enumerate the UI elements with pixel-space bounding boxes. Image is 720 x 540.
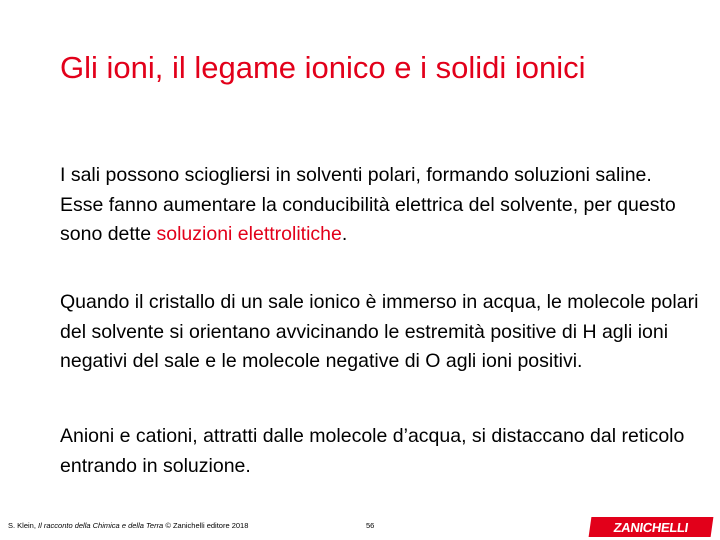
slide-title: Gli ioni, il legame ionico e i solidi ionici (60, 50, 586, 85)
footer-book-title: Il racconto della Chimica e della Terra (38, 521, 164, 530)
footer-author: S. Klein, (8, 521, 36, 530)
footer-publisher: © Zanichelli editore 2018 (165, 521, 249, 530)
paragraph-ions: Anioni e cationi, attratti dalle molecole d’acqua, si distaccano dal reticolo entrando in soluzione. (60, 425, 685, 477)
paragraph-electrolytes (60, 161, 700, 250)
page-number: 56 (366, 521, 375, 530)
highlight-term: soluzioni elettrolitiche (156, 223, 342, 245)
paragraph-dissolution: Quando il cristallo di un sale ionico è immerso in acqua, le molecole polari del solvente si orientano avvicinando le estremità positive di H agli ioni negativi del sale e le molecole negative di O agli ioni positivi. (60, 291, 699, 372)
paragraph-1-end: . (341, 223, 348, 245)
paragraph-1-text: I sali possono sciogliersi in solventi polari, formando soluzioni saline. Esse fanno aumentare la conducibilità elettrica del solvente, per questo sono dette (60, 164, 676, 245)
publisher-logo: ZANICHELLI (589, 517, 714, 537)
footer-credit (8, 521, 248, 530)
